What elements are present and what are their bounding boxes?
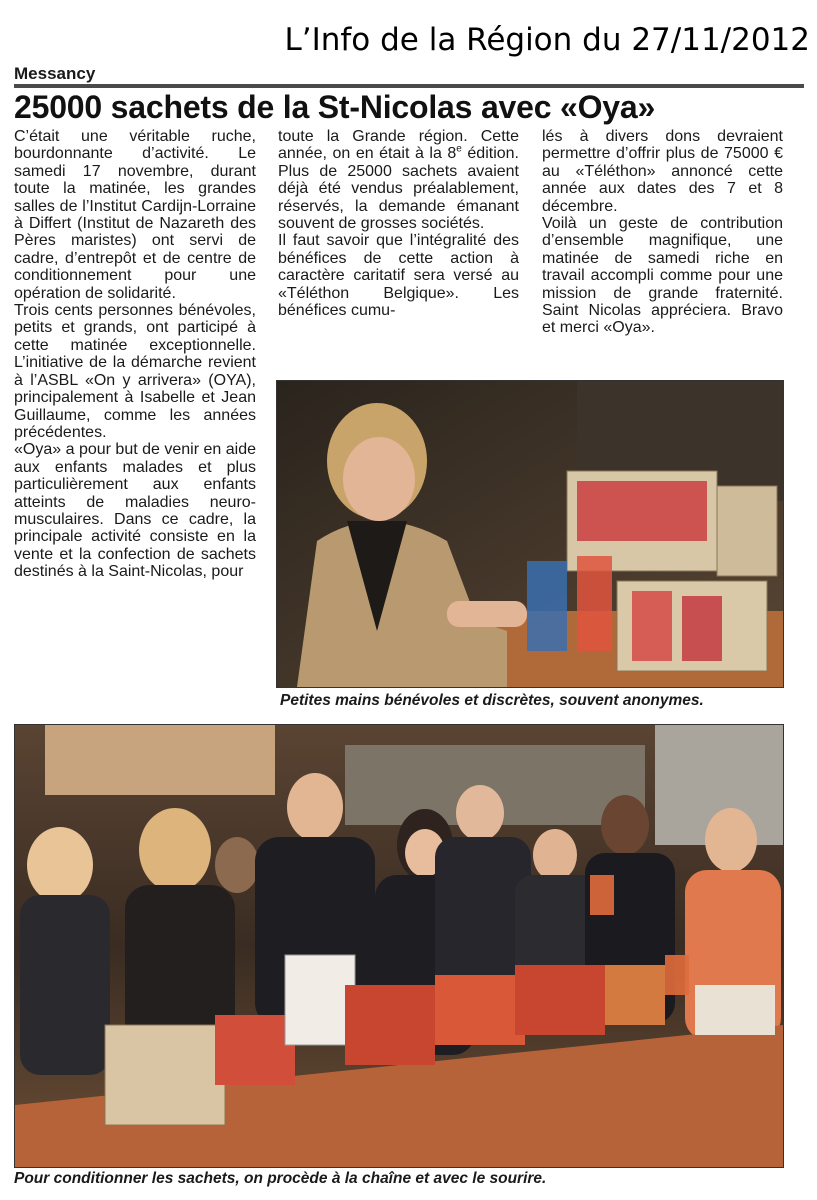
locality-label: Messancy bbox=[14, 64, 96, 83]
article-headline: 25000 sachets de la St-Nicolas avec «Oya» bbox=[14, 89, 656, 125]
paragraph: Il faut savoir que l’intégralité des bénéfices de cette action à caractère caritatif sera versé au «Téléthon Belgique». Les bénéfices cumu- bbox=[278, 232, 519, 320]
paragraph: «Oya» a pour but de venir en aide aux enfants malades et plus particulièrement aux enfants atteints de maladies neuro-musculaires. Dans ce cadre, la principale activité consiste en la vente et la confection de sachets destinés à la Saint-Nicolas, pour bbox=[14, 441, 256, 581]
paragraph: Voilà un geste de contribution d’ensemble magnifique, une matinée de samedi riche en travail accompli comme pour une mission de grande fraternité. Saint Nicolas appréciera. Bravo et merci «Oya». bbox=[542, 215, 783, 337]
photo2-caption: Pour conditionner les sachets, on procède à la chaîne et avec le sourire. bbox=[14, 1170, 547, 1187]
paragraph: lés à divers dons devraient permettre d’offrir plus de 75000 € au «Téléthon» annoncé cette année aux dates des 7 et 8 décembre. bbox=[542, 128, 783, 215]
article-column-3 bbox=[542, 128, 783, 337]
paragraph: toute la Grande région. Cette année, on en était à la 8e édition. Plus de 25000 sachets avaient déjà été vendus préalablement, réservés, la demande émanant souvent de grosses sociétés. bbox=[278, 128, 519, 233]
photo-volunteer-filling-bags bbox=[276, 380, 784, 688]
photo-volunteer-group bbox=[14, 724, 784, 1168]
photo1-caption: Petites mains bénévoles et discrètes, souvent anonymes. bbox=[280, 692, 704, 709]
article-column-1 bbox=[14, 128, 256, 581]
article-column-2 bbox=[278, 128, 519, 319]
paragraph: Trois cents personnes bénévoles, petits et grands, ont participé à cette matinée exceptionnelle. L’initiative de la démarche revient à l’ASBL «On y arrivera» (OYA), principalement à Isabelle et Jean Guillaume, comme les années précédentes. bbox=[14, 302, 256, 441]
paragraph: C’était une véritable ruche, bourdonnante d’activité. Le samedi 17 novembre, durant toute la matinée, les grandes salles de l’Institut Cardijn-Lorraine à Differt (Institut de Nazareth des Pères maristes) ont servi de cadre, d’entrepôt et de centre de conditionnement pour une opération de solidarité. bbox=[14, 128, 256, 302]
newspaper-masthead: L’Info de la Région du 27/11/2012 bbox=[284, 22, 810, 58]
